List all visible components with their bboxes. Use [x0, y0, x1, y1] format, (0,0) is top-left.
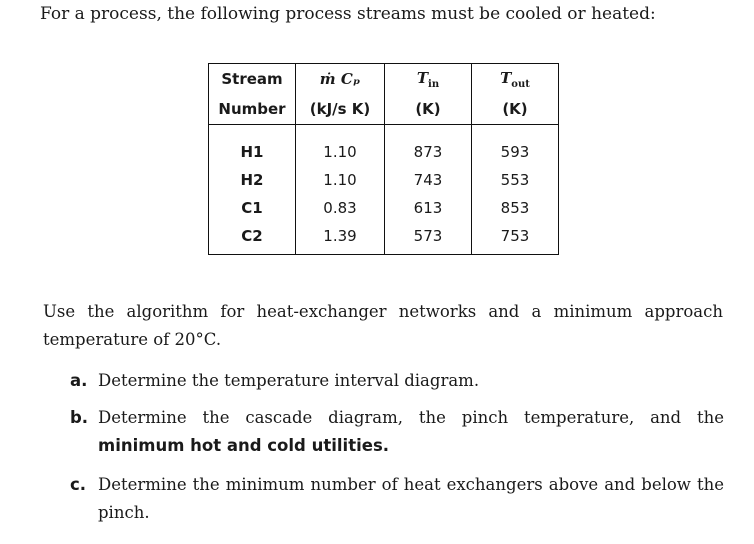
- header-tin: [385, 64, 472, 95]
- header-tin-unit: (K): [385, 94, 472, 125]
- stream-id: C1: [209, 194, 296, 222]
- question-b-body: [98, 404, 724, 460]
- table-row: [209, 138, 559, 166]
- tout-value: 753: [472, 222, 559, 250]
- intro-text: For a process, the following process streams must be cooled or heated:: [40, 4, 656, 24]
- mcp-value: 0.83: [296, 194, 385, 222]
- table-row: [209, 166, 559, 194]
- instruction-paragraph: Use the algorithm for heat-exchanger networks and a minimum approach temperature of 20°C.: [43, 302, 723, 349]
- stream-id: H1: [209, 138, 296, 166]
- question-c-letter: c.: [70, 475, 87, 494]
- header-number: Number: [209, 94, 296, 125]
- process-streams-table: [208, 63, 559, 255]
- table-row: [209, 222, 559, 250]
- question-a-text: Determine the temperature interval diagram.: [98, 371, 480, 390]
- tout-subscript: out: [511, 78, 530, 90]
- tin-subscript: in: [428, 78, 440, 90]
- tout-value: 853: [472, 194, 559, 222]
- tout-symbol: T: [500, 68, 512, 87]
- question-b-text: Determine the cascade diagram, the pinch temperature, and the: [98, 408, 724, 427]
- header-mcp-symbol: ṁ Cₚ: [296, 64, 385, 95]
- tin-value: 613: [385, 194, 472, 222]
- question-b: [70, 404, 724, 460]
- mcp-value: 1.10: [296, 138, 385, 166]
- header-tout: [472, 64, 559, 95]
- tin-value: 743: [385, 166, 472, 194]
- mcp-value: 1.10: [296, 166, 385, 194]
- table-row: [209, 194, 559, 222]
- tin-value: 573: [385, 222, 472, 250]
- question-a-letter: a.: [70, 371, 88, 390]
- header-stream: Stream: [209, 64, 296, 95]
- tout-value: 553: [472, 166, 559, 194]
- header-mcp-unit: (kJ/s K): [296, 94, 385, 125]
- stream-id: C2: [209, 222, 296, 250]
- mcp-value: 1.39: [296, 222, 385, 250]
- question-c-text: Determine the minimum number of heat exchangers above and below the pinch.: [98, 475, 724, 522]
- question-c: [70, 471, 724, 527]
- tin-symbol: T: [416, 68, 429, 87]
- header-tout-unit: (K): [472, 94, 559, 125]
- stream-id: H2: [209, 166, 296, 194]
- tout-value: 593: [472, 138, 559, 166]
- tin-value: 873: [385, 138, 472, 166]
- question-a: [70, 367, 724, 395]
- question-b-bold-text: minimum hot and cold utilities.: [98, 436, 390, 455]
- question-b-letter: b.: [70, 408, 89, 427]
